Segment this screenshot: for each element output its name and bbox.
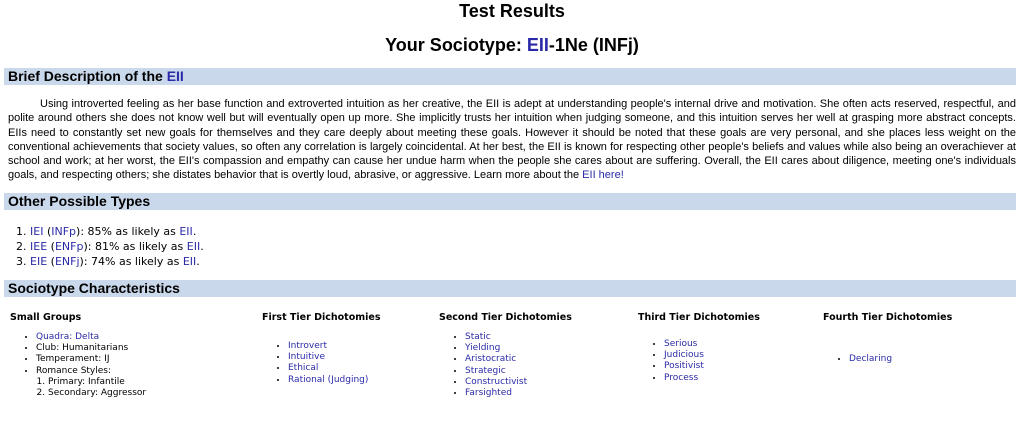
rational-link[interactable]: Rational (Judging): [288, 374, 369, 385]
process-link[interactable]: Process: [664, 372, 699, 383]
list-item: 3. EIE (ENFj): 74% as likely as EII.: [30, 254, 204, 269]
type-link-iei[interactable]: IEI: [30, 225, 44, 238]
list-item: 1. IEI (INFp): 85% as likely as EII.: [30, 224, 204, 239]
list-item: [465, 377, 572, 388]
brief-heading-text: Brief Description of the: [8, 68, 167, 84]
small-groups-column: [10, 312, 146, 399]
fourth-tier-list: [823, 354, 952, 365]
sociotype-prefix: Your Sociotype:: [385, 35, 527, 55]
characteristics-heading: Sociotype Characteristics: [4, 280, 1016, 297]
mbti-link-enfj[interactable]: ENFj: [54, 255, 80, 268]
sociotype-link[interactable]: EII: [526, 35, 549, 55]
likelihood-text: : 81% as likely as: [87, 240, 187, 253]
list-item: [288, 352, 381, 363]
list-item: 2. IEE (ENFp): 81% as likely as EII.: [30, 239, 204, 254]
third-tier-list: [638, 339, 760, 384]
ref-link-eii[interactable]: EII: [186, 240, 201, 253]
declaring-link[interactable]: Declaring: [849, 354, 893, 364]
list-item: [664, 339, 760, 350]
list-item: 1. Primary: Infantile: [48, 377, 146, 388]
second-tier-heading: Second Tier Dichotomies: [439, 312, 572, 323]
judicious-link[interactable]: Judicious: [664, 350, 704, 361]
small-groups-list: [10, 332, 146, 377]
second-tier-column: [439, 312, 572, 399]
period: .: [200, 240, 204, 253]
list-item: • Club: Humanitarians: [36, 343, 146, 354]
farsighted-link[interactable]: Farsighted: [465, 388, 512, 399]
other-types-heading: Other Possible Types: [4, 193, 1016, 210]
ethical-link[interactable]: Ethical: [288, 363, 319, 374]
first-tier-heading: First Tier Dichotomies: [262, 312, 381, 323]
fourth-tier-column: [823, 312, 952, 365]
constructivist-link[interactable]: Constructivist: [465, 376, 528, 387]
list-item: [664, 361, 760, 372]
small-groups-heading: Small Groups: [10, 312, 82, 323]
likelihood-text: : 74% as likely as: [83, 255, 183, 268]
page-title: Test Results: [459, 1, 565, 21]
positivist-link[interactable]: Positivist: [664, 361, 704, 372]
fourth-tier-heading: Fourth Tier Dichotomies: [823, 312, 953, 323]
list-item: [465, 354, 572, 365]
serious-link[interactable]: Serious: [664, 339, 698, 349]
period: .: [196, 255, 200, 268]
strategic-link[interactable]: Strategic: [465, 365, 506, 376]
ref-link-eii[interactable]: EII: [182, 255, 197, 268]
brief-description-heading: [4, 68, 1016, 85]
list-item: [465, 366, 572, 377]
list-item: [465, 332, 572, 343]
second-tier-list: [439, 332, 572, 399]
introvert-link[interactable]: Introvert: [288, 341, 327, 351]
yielding-link[interactable]: Yielding: [465, 343, 501, 354]
sociotype-heading: [0, 34, 1024, 56]
list-item: [465, 388, 572, 399]
first-tier-list: [262, 341, 381, 386]
list-item: [664, 350, 760, 361]
romance-styles-list: [10, 377, 146, 399]
list-item: [465, 343, 572, 354]
quadra-link[interactable]: Quadra: Delta: [36, 332, 100, 342]
intuitive-link[interactable]: Intuitive: [288, 352, 325, 363]
list-item: [849, 354, 952, 365]
mbti-link-enfp[interactable]: ENFp: [54, 240, 84, 253]
aristocratic-link[interactable]: Aristocratic: [465, 354, 517, 365]
type-link-eie[interactable]: EIE: [30, 255, 48, 268]
mbti-link-infp[interactable]: INFp: [51, 225, 77, 238]
third-tier-column: [638, 312, 760, 384]
list-item: [288, 341, 381, 352]
list-item: [288, 363, 381, 374]
romance-label: Romance Styles:: [36, 365, 112, 376]
brief-heading-type-link[interactable]: EII: [166, 68, 184, 84]
other-types-list: [8, 224, 204, 269]
brief-description-text: [8, 97, 1016, 183]
sociotype-suffix: -1Ne (INFj): [548, 35, 639, 55]
ref-link-eii[interactable]: EII: [179, 225, 193, 238]
list-item: • Temperament: IJ: [36, 354, 146, 365]
likelihood-text: : 85% as likely as: [80, 225, 180, 238]
list-item: [36, 366, 146, 377]
description-body: Using introverted feeling as her base function and extroverted intuition as her creative, the EII is adept at understanding people's internal drive and motivation. She often acts reserved, respectful, and polite around others she does not know well but will eventually open up more. She implicitly trusts her intuition when judging someone, and this intuition serves her well at grasping more abstract concepts. EIIs need to constantly set new goals for themselves and they care deeply about meeting these goals. However it should be noted that these goals are very personal, and she places less weight on the conventional achievements that society values, so often any correlation is largely coincidental. At her best, the EII is known for respecting other people's beliefs and values while also being an overachiever at school and work; at her worst, the EII's compassion and empathy can cause her undue harm when the people she cares about are suffering. Overall, the EII cares about diligence, meeting one's individuals goals, and respecting others; she distates behavior that is overtly loud, abrasive, or aggressive. Learn more about the: [8, 98, 1016, 182]
type-link-iee[interactable]: IEE: [30, 240, 48, 253]
list-item: [36, 332, 146, 343]
static-link[interactable]: Static: [465, 332, 491, 342]
period: .: [192, 225, 197, 238]
learn-more-link[interactable]: EII here!: [582, 169, 624, 182]
third-tier-heading: Third Tier Dichotomies: [638, 312, 760, 323]
list-item: 2. Secondary: Aggressor: [48, 388, 146, 399]
first-tier-column: [262, 312, 381, 386]
list-item: [288, 375, 381, 386]
list-item: [664, 373, 760, 384]
